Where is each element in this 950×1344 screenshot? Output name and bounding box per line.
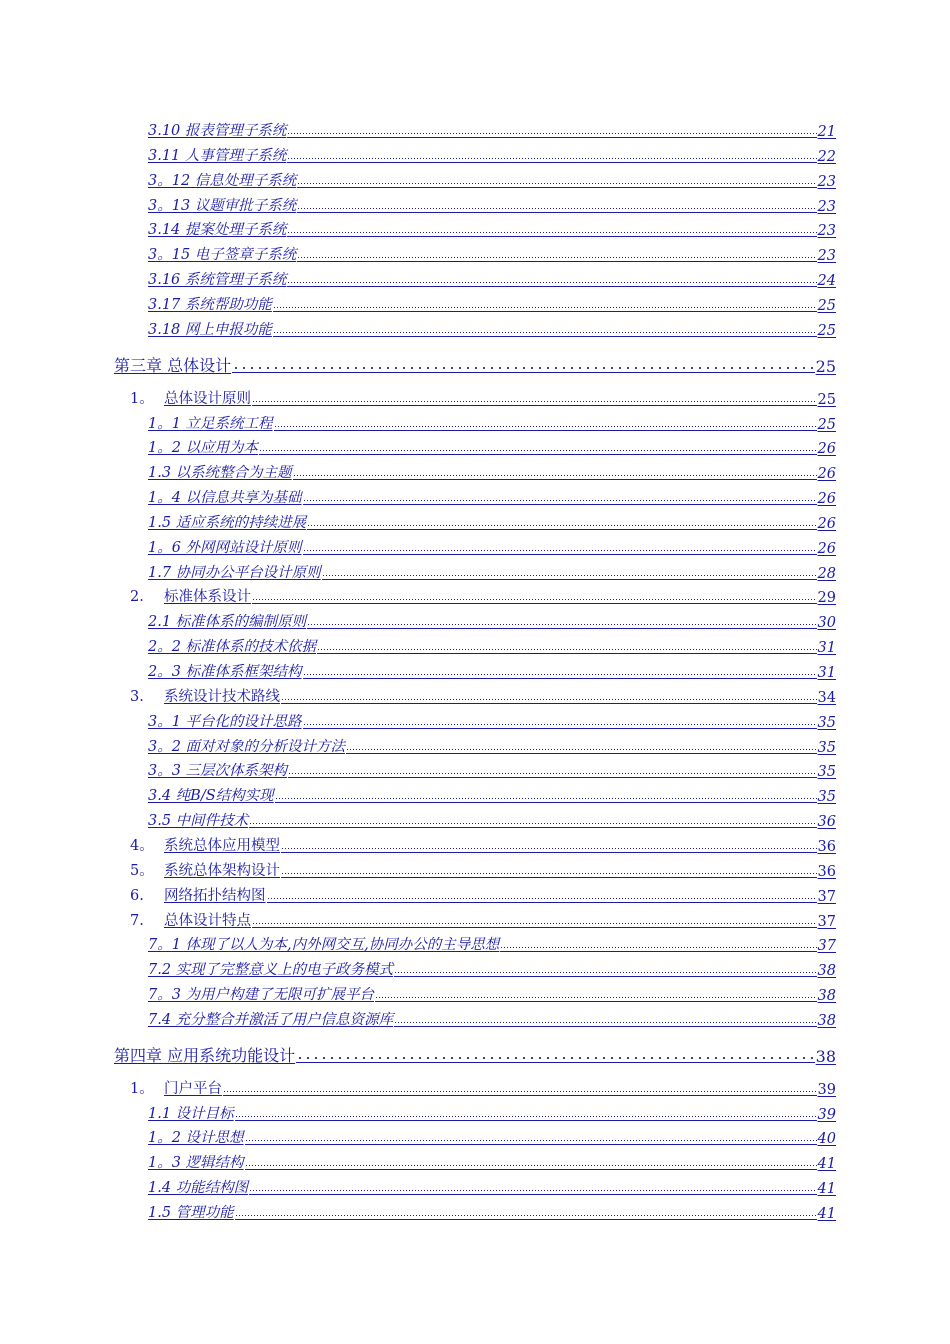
toc-page-number: 24 bbox=[817, 273, 836, 290]
toc-page-number: 23 bbox=[817, 248, 836, 265]
toc-subsection-entry[interactable] bbox=[0, 986, 836, 1004]
toc-subsection-entry[interactable] bbox=[0, 1204, 836, 1222]
toc-entry-label: 1。6 外网网站设计原则 bbox=[148, 539, 302, 556]
toc-entry-label bbox=[130, 685, 280, 706]
toc-subsection-entry[interactable] bbox=[0, 787, 836, 805]
toc-page-number: 26 bbox=[817, 515, 836, 532]
toc-entry-title: 门户平台 bbox=[164, 1080, 222, 1097]
toc-section-entry[interactable] bbox=[0, 588, 836, 606]
toc-entry-title: 系统设计技术路线 bbox=[164, 688, 280, 705]
dot-leader bbox=[307, 622, 816, 629]
toc-subsection-entry[interactable] bbox=[0, 539, 836, 557]
toc-subsection-entry[interactable] bbox=[0, 197, 836, 215]
dot-leader bbox=[303, 722, 817, 729]
dot-leader bbox=[273, 330, 817, 337]
toc-page-number: 41 bbox=[817, 1181, 836, 1198]
dot-leader bbox=[249, 1188, 816, 1195]
toc-page-number: 41 bbox=[817, 1156, 836, 1173]
toc-page-number: 31 bbox=[817, 665, 836, 681]
toc-page-number: 23 bbox=[817, 223, 836, 240]
toc-entry-label: 1.5 管理功能 bbox=[148, 1205, 234, 1221]
dot-leader bbox=[317, 647, 816, 654]
dot-leader bbox=[274, 424, 817, 431]
toc-entry-number: 2. bbox=[130, 589, 144, 606]
dot-leader bbox=[249, 821, 816, 828]
toc-entry-label: 1。3 逻辑结构 bbox=[148, 1155, 244, 1172]
toc-entry-label: 3.14 提案处理子系统 bbox=[148, 222, 287, 239]
dot-leader bbox=[287, 230, 816, 237]
dot-leader bbox=[293, 473, 817, 480]
toc-entry-number: 6. bbox=[130, 887, 144, 904]
toc-section-entry[interactable] bbox=[0, 688, 836, 706]
toc-page-number: 28 bbox=[817, 565, 836, 582]
toc-subsection-entry[interactable] bbox=[0, 762, 836, 780]
dot-leader bbox=[223, 1089, 817, 1096]
toc-subsection-entry[interactable] bbox=[0, 439, 836, 457]
toc-subsection-entry[interactable] bbox=[0, 564, 836, 582]
toc-entry-label: 2。3 标准体系框架结构 bbox=[148, 664, 302, 680]
toc-section-entry[interactable] bbox=[0, 887, 836, 905]
toc-page-number: 29 bbox=[817, 590, 836, 607]
dot-leader bbox=[252, 921, 817, 928]
toc-subsection-entry[interactable] bbox=[0, 147, 836, 165]
dot-leader bbox=[303, 672, 817, 679]
toc-section-entry[interactable] bbox=[0, 837, 836, 855]
toc-page-number: 23 bbox=[817, 198, 836, 215]
toc-page-number: 38 bbox=[815, 1046, 836, 1066]
dot-leader bbox=[235, 1213, 817, 1220]
toc-entry-title: 总体设计原则 bbox=[164, 390, 251, 407]
dot-leader bbox=[307, 523, 816, 530]
toc-page-number: 26 bbox=[817, 466, 836, 483]
toc-subsection-entry[interactable] bbox=[0, 415, 836, 433]
toc-subsection-entry[interactable] bbox=[0, 1011, 836, 1029]
toc-page-number: 39 bbox=[817, 1081, 836, 1098]
dot-leader bbox=[303, 548, 817, 555]
dot-leader bbox=[287, 156, 816, 163]
toc-section-entry[interactable] bbox=[0, 862, 836, 880]
toc-entry-title: 标准体系设计 bbox=[164, 589, 251, 606]
toc-entry-label: 7.4 充分整合并激活了用户信息资源库 bbox=[148, 1011, 394, 1028]
toc-page-number: 40 bbox=[817, 1131, 836, 1148]
toc-entry-label: 1。4 以信息共享为基础 bbox=[148, 490, 302, 507]
dot-leader bbox=[394, 970, 816, 977]
toc-subsection-entry[interactable] bbox=[0, 1129, 836, 1147]
toc-subsection-entry[interactable] bbox=[0, 514, 836, 532]
toc-entry-label: 7。1 体现了以人为本,内外网交互,协同办公的主导思想 bbox=[148, 937, 500, 954]
toc-subsection-entry[interactable] bbox=[0, 489, 836, 507]
toc-page-number: 25 bbox=[817, 416, 836, 433]
toc-page-number: 25 bbox=[815, 356, 836, 376]
toc-entry-label: 3。12 信息处理子系统 bbox=[148, 172, 297, 189]
toc-page-number: 37 bbox=[817, 888, 836, 905]
toc-page-number: 38 bbox=[817, 988, 836, 1005]
dot-leader bbox=[235, 1114, 817, 1121]
toc-entry-label: 3。2 面对对象的分析设计方法 bbox=[148, 738, 346, 755]
dot-leader bbox=[281, 697, 817, 704]
toc-entry-label: 3.18 网上申报功能 bbox=[148, 321, 272, 338]
toc-entry-label: 第四章 应用系统功能设计 bbox=[114, 1045, 296, 1065]
dot-leader bbox=[500, 945, 816, 952]
toc-entry-label: 3。1 平台化的设计思路 bbox=[148, 713, 302, 730]
toc-entry-label: 1.3 以系统整合为主题 bbox=[148, 465, 292, 482]
dot-leader bbox=[281, 846, 817, 853]
toc-entry-label: 1。2 以应用为本 bbox=[148, 440, 259, 457]
toc-page-number: 36 bbox=[817, 838, 836, 855]
toc-entry-label: 3.4 纯B/S结构实现 bbox=[148, 788, 274, 805]
toc-subsection-entry[interactable] bbox=[0, 296, 836, 314]
toc-entry-label bbox=[130, 834, 280, 855]
dot-leader bbox=[394, 1020, 816, 1027]
dot-leader bbox=[303, 498, 817, 505]
toc-entry-label bbox=[130, 387, 251, 408]
toc-subsection-entry[interactable] bbox=[0, 713, 836, 731]
toc-subsection-entry[interactable] bbox=[0, 961, 836, 979]
toc-entry-number: 1。 bbox=[130, 1080, 154, 1097]
toc-page-number: 25 bbox=[817, 297, 836, 314]
toc-entry-label: 1.5 适应系统的持续进展 bbox=[148, 514, 307, 531]
toc-entry-number: 4。 bbox=[130, 837, 154, 854]
toc-subsection-entry[interactable] bbox=[0, 172, 836, 190]
toc-entry-label: 3.16 系统管理子系统 bbox=[148, 272, 287, 289]
toc-chapter-entry[interactable] bbox=[0, 356, 836, 376]
toc-subsection-entry[interactable] bbox=[0, 271, 836, 289]
toc-page-number: 26 bbox=[817, 491, 836, 508]
toc-page-number: 25 bbox=[817, 322, 836, 339]
toc-entry-label: 3。13 议题审批子系统 bbox=[148, 197, 297, 214]
toc-entry-title: 网络拓扑结构图 bbox=[164, 887, 266, 904]
toc-entry-label bbox=[130, 859, 280, 880]
toc-page-number: 36 bbox=[817, 863, 836, 880]
toc-entry-label: 1.1 设计目标 bbox=[148, 1105, 234, 1122]
dot-leader bbox=[375, 995, 816, 1002]
dot-leader bbox=[252, 597, 817, 604]
toc-entry-label bbox=[130, 909, 251, 930]
dot-leader bbox=[275, 796, 817, 803]
toc-entry-label: 3.11 人事管理子系统 bbox=[148, 147, 287, 164]
toc-entry-label: 1.4 功能结构图 bbox=[148, 1180, 249, 1197]
toc-entry-label: 1。1 立足系统工程 bbox=[148, 415, 273, 432]
dot-leader bbox=[245, 1138, 817, 1145]
toc-page-number: 38 bbox=[817, 1012, 836, 1029]
toc-page-number: 41 bbox=[817, 1206, 836, 1222]
toc-page-number: 22 bbox=[817, 148, 836, 165]
dot-leader bbox=[267, 896, 817, 903]
toc-entry-title: 总体设计特点 bbox=[164, 912, 251, 929]
toc-page-number: 39 bbox=[817, 1106, 836, 1123]
toc-entry-label bbox=[130, 884, 266, 905]
toc-entry-number: 7. bbox=[130, 912, 144, 929]
dot-leader bbox=[287, 280, 816, 287]
toc-page-number: 35 bbox=[817, 739, 836, 756]
toc-subsection-entry[interactable] bbox=[0, 936, 836, 954]
dot-leader bbox=[259, 448, 816, 455]
toc-subsection-entry[interactable] bbox=[0, 122, 836, 140]
toc-entry-number: 3. bbox=[130, 688, 144, 705]
toc-section-entry[interactable] bbox=[0, 390, 836, 408]
toc-page-number: 34 bbox=[817, 689, 836, 706]
toc-entry-title: 系统总体应用模型 bbox=[164, 837, 280, 854]
dot-leader bbox=[297, 181, 816, 188]
dot-leader bbox=[287, 131, 816, 138]
toc-subsection-entry[interactable] bbox=[0, 246, 836, 264]
toc-page-number: 37 bbox=[817, 913, 836, 930]
toc-page-number: 35 bbox=[817, 789, 836, 806]
toc-subsection-entry[interactable] bbox=[0, 663, 836, 681]
toc-entry-label: 3.10 报表管理子系统 bbox=[148, 123, 287, 139]
dot-leader bbox=[322, 573, 817, 580]
toc-subsection-entry[interactable] bbox=[0, 321, 836, 339]
toc-entry-number: 5。 bbox=[130, 862, 154, 879]
toc-chapter-entry[interactable] bbox=[0, 1046, 836, 1066]
toc-subsection-entry[interactable] bbox=[0, 812, 836, 830]
toc-entry-label: 7。3 为用户构建了无限可扩展平台 bbox=[148, 987, 375, 1004]
toc-entry-label: 1。2 设计思想 bbox=[148, 1130, 244, 1147]
dot-leader bbox=[288, 771, 816, 778]
toc-subsection-entry[interactable] bbox=[0, 1105, 836, 1123]
toc-subsection-entry[interactable] bbox=[0, 1179, 836, 1197]
toc-subsection-entry[interactable] bbox=[0, 221, 836, 239]
dot-leader bbox=[297, 255, 816, 262]
dot-leader bbox=[252, 399, 817, 406]
toc-section-entry[interactable] bbox=[0, 912, 836, 930]
dot-leader bbox=[297, 206, 816, 213]
toc-page-number: 38 bbox=[817, 963, 836, 980]
toc-entry-label: 3。3 三层次体系架构 bbox=[148, 763, 288, 780]
toc-entry-label: 7.2 实现了完整意义上的电子政务模式 bbox=[148, 962, 394, 979]
toc-page-number: 35 bbox=[817, 764, 836, 781]
toc-entry-label bbox=[130, 1077, 222, 1098]
toc-page-number: 36 bbox=[817, 814, 836, 831]
toc-entry-label: 1.7 协同办公平台设计原则 bbox=[148, 564, 321, 581]
toc-entry-label: 3.17 系统帮助功能 bbox=[148, 296, 272, 313]
toc-page-number: 23 bbox=[817, 173, 836, 190]
dot-leader bbox=[245, 1163, 817, 1170]
toc-subsection-entry[interactable] bbox=[0, 638, 836, 656]
dot-leader bbox=[273, 305, 817, 312]
toc-page-number: 25 bbox=[817, 391, 836, 408]
toc-subsection-entry[interactable] bbox=[0, 613, 836, 631]
toc-subsection-entry[interactable] bbox=[0, 1154, 836, 1172]
toc-page-number: 37 bbox=[817, 938, 836, 955]
dot-leader bbox=[281, 871, 817, 878]
toc-entry-number: 1。 bbox=[130, 390, 154, 407]
toc-subsection-entry[interactable] bbox=[0, 464, 836, 482]
toc-entry-title: 系统总体架构设计 bbox=[164, 862, 280, 879]
toc-page-number: 30 bbox=[817, 615, 836, 632]
toc-page-number: 31 bbox=[817, 640, 836, 657]
toc-entry-label: 3。15 电子签章子系统 bbox=[148, 247, 297, 264]
toc-page-number: 26 bbox=[817, 540, 836, 557]
toc-entry-label: 2.1 标准体系的编制原则 bbox=[148, 614, 307, 631]
toc-section-entry[interactable] bbox=[0, 1080, 836, 1098]
dot-leader bbox=[296, 1054, 815, 1063]
toc-entry-label bbox=[130, 585, 251, 606]
toc-page-number: 21 bbox=[817, 124, 836, 140]
toc-entry-label: 3.5 中间件技术 bbox=[148, 813, 249, 830]
toc-subsection-entry[interactable] bbox=[0, 738, 836, 756]
toc-entry-label: 第三章 总体设计 bbox=[114, 355, 232, 375]
toc-page-number: 35 bbox=[817, 714, 836, 731]
toc-entry-label: 2。2 标准体系的技术依据 bbox=[148, 639, 317, 656]
dot-leader bbox=[232, 364, 815, 373]
dot-leader bbox=[346, 747, 816, 754]
toc-page-number: 26 bbox=[817, 441, 836, 458]
